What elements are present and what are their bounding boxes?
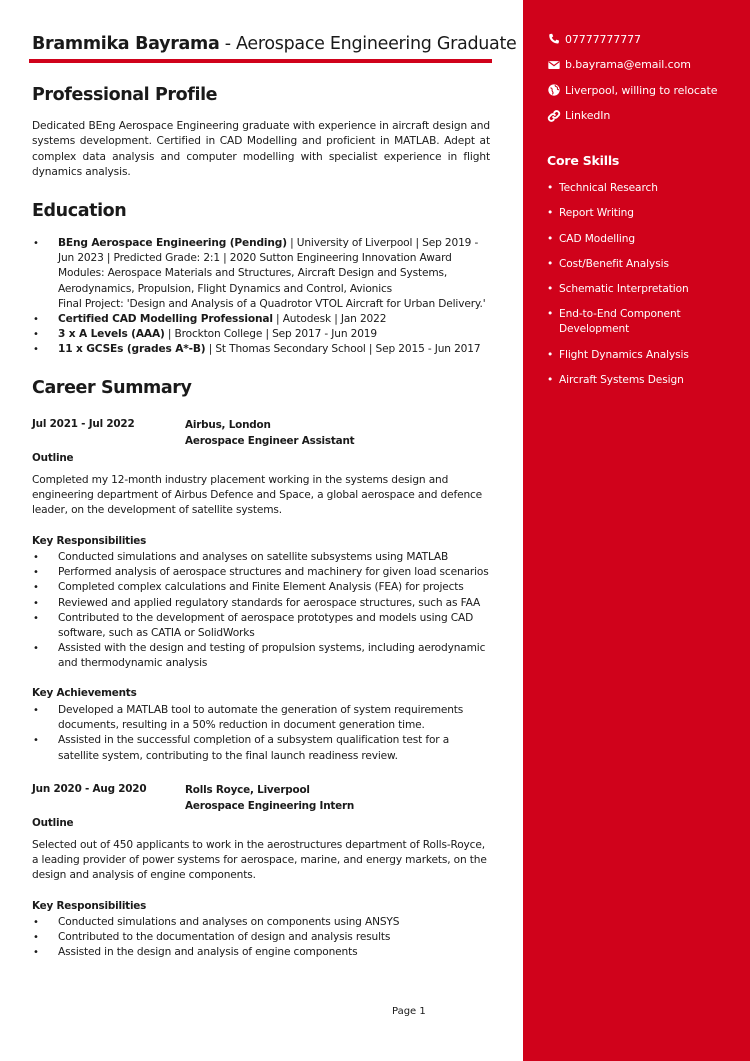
responsibilities-label: Key Responsibilities — [32, 535, 147, 547]
resume-header — [32, 34, 517, 54]
education-item — [32, 327, 492, 342]
contact-text: LinkedIn — [565, 109, 611, 123]
job-dates: Jun 2020 - Aug 2020 — [32, 783, 147, 795]
job-outline: Completed my 12-month industry placement working in the systems design and engineering department of Airbus Defence and Space, a global aerospace and defence leader, on the development of satellite systems. — [32, 474, 483, 517]
skill-item: • Report Writing — [547, 206, 733, 221]
education-item — [32, 236, 492, 312]
contact-text: Liverpool, willing to relocate — [565, 83, 718, 97]
candidate-title: Aerospace Engineering Graduate — [236, 34, 517, 54]
education-item — [32, 342, 492, 357]
qualification-title: Certified CAD Modelling Professional — [58, 313, 273, 326]
contact-text: 07777777777 — [565, 33, 641, 47]
outline-label: Outline — [32, 817, 74, 829]
globe-icon — [547, 83, 561, 97]
list-item: • Conducted simulations and analyses on satellite subsystems using MATLAB — [32, 550, 492, 565]
phone-icon — [547, 33, 561, 47]
career-heading: Career Summary — [32, 378, 192, 398]
qualification-title: 3 x A Levels (AAA) — [58, 328, 165, 341]
skills-list — [547, 181, 733, 388]
contact-text: b.bayrama@email.com — [565, 58, 691, 72]
skill-item: • Technical Research — [547, 181, 733, 196]
list-item: • Conducted simulations and analyses on components using ANSYS — [32, 915, 492, 930]
list-item: • Developed a MATLAB tool to automate the generation of system requirements documents, resulting in a 50% reduction in document generation time. — [32, 703, 492, 733]
list-item: • Contributed to the development of aerospace prototypes and models using CAD software, such as CATIA or SolidWorks — [32, 611, 492, 641]
job-company: Airbus, London — [185, 419, 271, 431]
contact-linkedin[interactable] — [547, 103, 733, 128]
main-column — [32, 0, 517, 1061]
responsibilities-list — [32, 915, 492, 961]
skill-item: • End-to-End Component Development — [547, 307, 733, 337]
contact-location — [547, 78, 733, 103]
education-list — [32, 236, 492, 358]
skill-item: • Aircraft Systems Design — [547, 373, 733, 388]
responsibilities-label: Key Responsibilities — [32, 900, 147, 912]
profile-text: Dedicated BEng Aerospace Engineering graduate with experience in aircraft design and systems development. Certified in CAD Modelling and proficient in MATLAB. Adept at complex data analysis and computer modelling with specialist experience in flight dynamics analysis. — [32, 120, 490, 178]
sidebar — [523, 0, 750, 1061]
education-item — [32, 312, 492, 327]
profile-heading: Professional Profile — [32, 85, 218, 105]
contact-list — [547, 27, 733, 128]
responsibilities-list — [32, 550, 492, 672]
contact-phone — [547, 27, 733, 52]
header-divider — [29, 59, 492, 63]
degree-details: | University of Liverpool | Sep 2019 - Jun 2023 | Predicted Grade: 2:1 | 2020 Sutton Engineering Innovation Award — [58, 237, 479, 265]
job-employer — [185, 418, 354, 449]
list-item: • Reviewed and applied regulatory standards for aerospace structures, such as FAA — [32, 596, 492, 611]
degree-modules: Modules: Aerospace Materials and Structures, Aircraft Design and Systems, Aerodynamics, Propulsion, Flight Dynamics and Control, Avionics — [58, 267, 448, 295]
skill-item: • CAD Modelling — [547, 232, 733, 247]
list-item: • Completed complex calculations and Finite Element Analysis (FEA) for projects — [32, 580, 492, 595]
education-heading: Education — [32, 201, 127, 221]
qualification-details: | Brockton College | Sep 2017 - Jun 2019 — [164, 328, 377, 341]
job-role: Aerospace Engineer Assistant — [185, 434, 355, 447]
qualification-title: 11 x GCSEs (grades A*-B) — [58, 343, 206, 356]
qualification-details: | Autodesk | Jan 2022 — [272, 313, 387, 326]
header-separator: - — [219, 34, 237, 54]
list-item: • Contributed to the documentation of design and analysis results — [32, 930, 492, 945]
job-dates: Jul 2021 - Jul 2022 — [32, 418, 135, 430]
candidate-name: Brammika Bayrama — [32, 34, 220, 54]
degree-project: Final Project: 'Design and Analysis of a Quadrotor VTOL Aircraft for Urban Delivery.' — [58, 297, 486, 310]
qualification-details: | St Thomas Secondary School | Sep 2015 - Jun 2017 — [205, 343, 481, 356]
skill-item: • Cost/Benefit Analysis — [547, 257, 733, 272]
skill-item: • Flight Dynamics Analysis — [547, 348, 733, 363]
link-icon — [547, 109, 561, 123]
job-employer — [185, 783, 354, 814]
page-number: Page 1 — [392, 1006, 426, 1017]
list-item: • Assisted in the successful completion of a subsystem qualification test for a satellite system, contributing to the final launch readiness review. — [32, 733, 492, 763]
envelope-icon — [547, 58, 561, 72]
achievements-label: Key Achievements — [32, 687, 137, 699]
outline-label: Outline — [32, 452, 74, 464]
contact-email[interactable] — [547, 52, 733, 77]
job-role: Aerospace Engineering Intern — [185, 799, 355, 812]
list-item: • Assisted with the design and testing of propulsion systems, including aerodynamic and thermodynamic analysis — [32, 641, 492, 671]
achievements-list — [32, 703, 492, 764]
list-item: • Assisted in the design and analysis of engine components — [32, 945, 492, 960]
skill-item: • Schematic Interpretation — [547, 282, 733, 297]
job-outline: Selected out of 450 applicants to work in the aerostructures department of Rolls-Royce, a leading provider of power systems for aerospace, marine, and energy markets, on the design and analysis of engine components. — [32, 839, 487, 882]
list-item: • Performed analysis of aerospace structures and machinery for given load scenarios — [32, 565, 492, 580]
degree-title: BEng Aerospace Engineering (Pending) — [58, 237, 287, 249]
skills-heading: Core Skills — [547, 153, 620, 169]
job-company: Rolls Royce, Liverpool — [185, 784, 310, 796]
